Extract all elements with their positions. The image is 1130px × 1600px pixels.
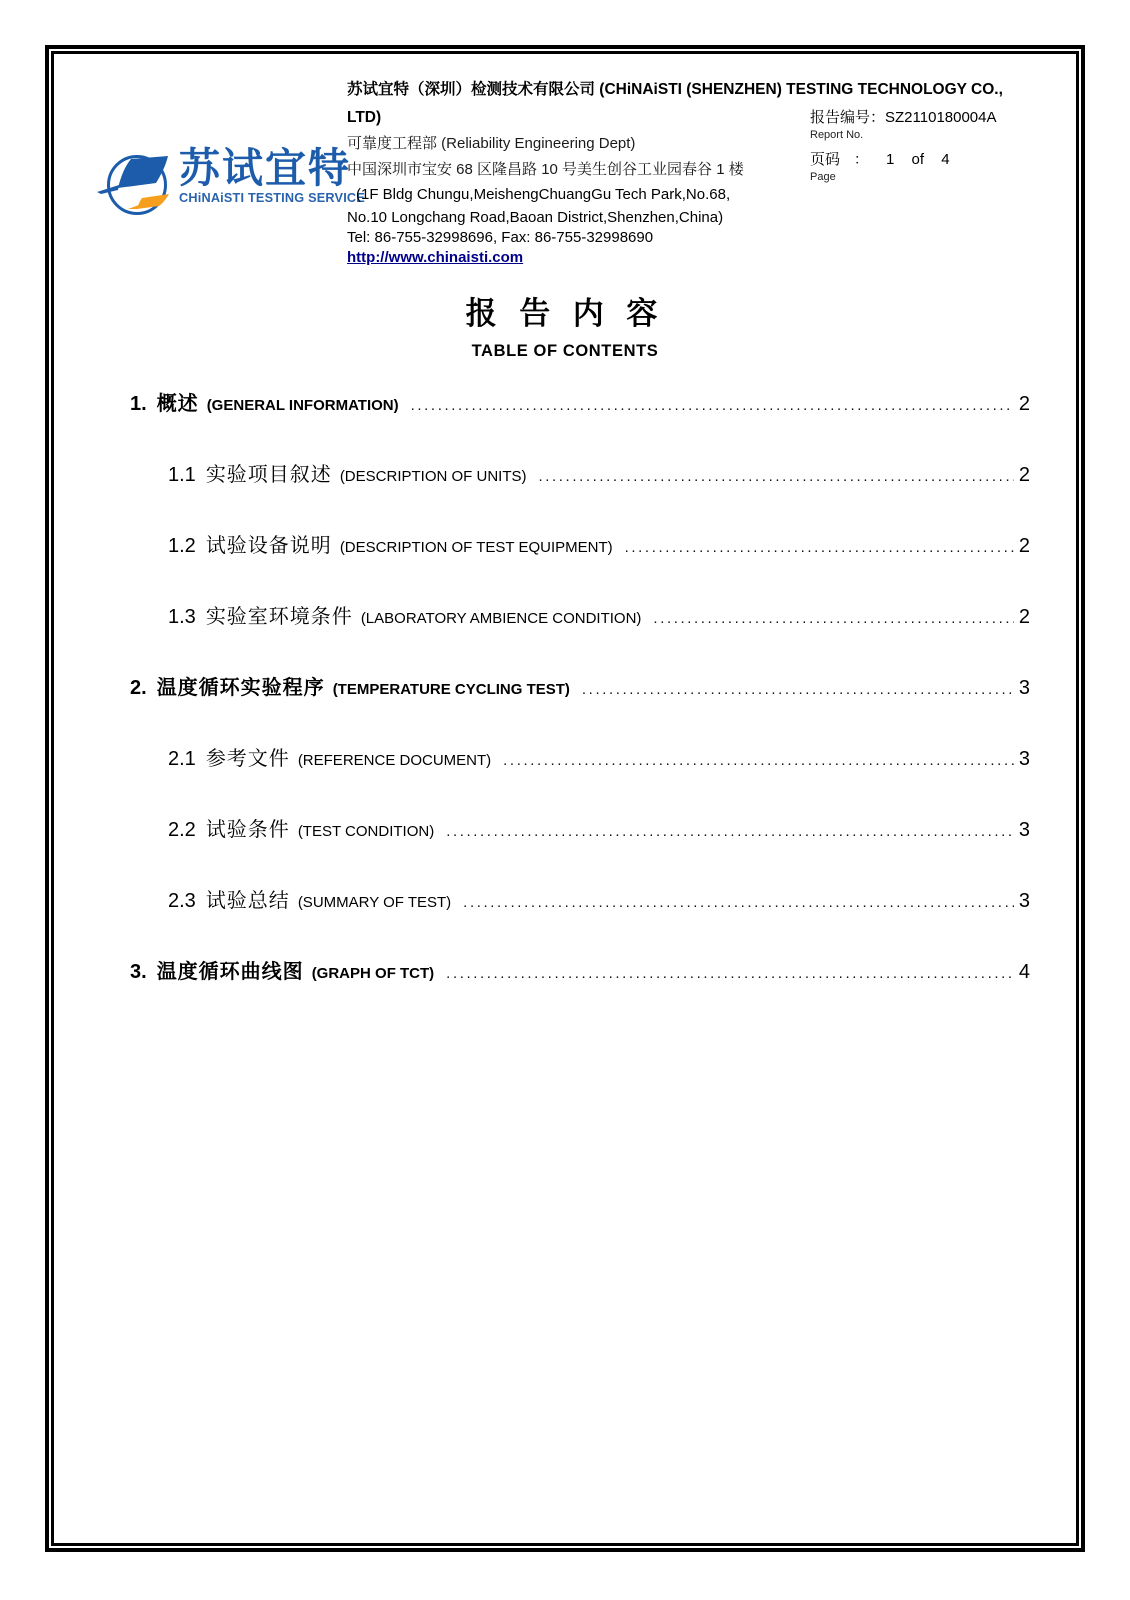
toc-leader-dots (463, 892, 1014, 914)
toc-entry-title-en: (DESCRIPTION OF UNITS) (339, 468, 527, 485)
toc-entry-page-number: 3 (1018, 819, 1030, 841)
address-english-line1: (1F Bldg Chungu,MeishengChuangGu Tech Park,No.68, (356, 186, 731, 203)
toc-entry-title-zh: 试验条件 (205, 819, 290, 841)
website-link[interactable]: http://www.chinaisti.com (347, 249, 524, 266)
brand-name-english: CHiNAiSTI TESTING SERVICE (179, 191, 365, 205)
toc-entry-number: 2.2 (168, 819, 196, 841)
toc-entry (130, 819, 1030, 843)
toc-entry-title-en: (REFERENCE DOCUMENT) (297, 752, 492, 769)
toc-entry (130, 535, 1030, 559)
toc-entry-number: 1.2 (168, 535, 196, 557)
report-no-label-zh: 报告编号： (810, 109, 886, 126)
report-no-label-en: Report No. (810, 129, 864, 141)
title-block (0, 288, 1130, 361)
address-chinese: 中国深圳市宝安 68 区隆昌路 10 号美生创谷工业园春谷 1 楼 (347, 161, 744, 178)
toc-entry-number: 1. (130, 393, 147, 415)
document-title-english: TABLE OF CONTENTS (471, 342, 659, 360)
toc-leader-dots (446, 821, 1014, 843)
department-line: 可靠度工程部 (Reliability Engineering Dept) (347, 135, 636, 152)
toc-entry-page-number: 2 (1018, 535, 1030, 557)
toc-entry (130, 748, 1030, 772)
toc-entry-title-en: (GRAPH OF TCT) (311, 965, 435, 982)
toc-leader-dots (625, 537, 1014, 559)
toc-entry-title-en: (DESCRIPTION OF TEST EQUIPMENT) (339, 539, 613, 556)
page-number-value: 1 of 4 (886, 151, 950, 168)
table-of-contents (130, 393, 1030, 1032)
toc-entry-page-number: 2 (1018, 464, 1030, 486)
toc-entry-number: 2.3 (168, 890, 196, 912)
toc-entry (130, 606, 1030, 630)
toc-entry-title-en: (LABORATORY AMBIENCE CONDITION) (360, 610, 642, 627)
company-name-line2: LTD) (347, 109, 382, 126)
page-label-zh: 页码 (810, 151, 841, 168)
toc-entry (130, 393, 1030, 417)
toc-leader-dots (411, 395, 1014, 417)
toc-entry-page-number: 2 (1018, 393, 1030, 415)
toc-entry-title-zh: 试验设备说明 (205, 535, 332, 557)
toc-entry-title-zh: 温度循环实验程序 (156, 677, 325, 699)
toc-entry-number: 2. (130, 677, 147, 699)
toc-entry-title-en: (TEST CONDITION) (297, 823, 435, 840)
toc-entry-number: 2.1 (168, 748, 196, 770)
chinaisti-logo-mark (95, 143, 183, 228)
toc-entry-title-zh: 概述 (156, 393, 199, 415)
toc-entry-page-number: 3 (1018, 677, 1030, 699)
toc-leader-dots (446, 963, 1014, 985)
toc-entry-number: 3. (130, 961, 147, 983)
toc-entry-title-en: (SUMMARY OF TEST) (297, 894, 452, 911)
document-title-chinese: 报 告 内 容 (465, 296, 665, 331)
toc-entry-number: 1.1 (168, 464, 196, 486)
tel-fax-line: Tel: 86-755-32998696, Fax: 86-755-32998690 (347, 229, 654, 246)
toc-entry-title-zh: 实验室环境条件 (205, 606, 353, 628)
toc-entry (130, 677, 1030, 701)
toc-entry-title-zh: 试验总结 (205, 890, 290, 912)
toc-leader-dots (582, 679, 1014, 701)
toc-entry-title-en: (GENERAL INFORMATION) (206, 397, 399, 414)
page-label-colon: ： (854, 151, 869, 167)
toc-leader-dots (653, 608, 1014, 630)
toc-entry-title-zh: 温度循环曲线图 (156, 961, 304, 983)
toc-entry (130, 464, 1030, 488)
brand-name-chinese: 苏试宜特 (179, 145, 351, 191)
toc-entry-page-number: 3 (1018, 748, 1030, 770)
toc-leader-dots (538, 466, 1014, 488)
toc-entry-page-number: 4 (1018, 961, 1030, 983)
toc-entry-title-en: (TEMPERATURE CYCLING TEST) (332, 681, 570, 698)
toc-entry-page-number: 2 (1018, 606, 1030, 628)
logo-swoosh-icon (95, 143, 183, 223)
report-info-block (810, 106, 1040, 183)
toc-entry (130, 961, 1030, 985)
toc-leader-dots (503, 750, 1014, 772)
toc-entry-page-number: 3 (1018, 890, 1030, 912)
toc-entry-title-zh: 参考文件 (205, 748, 290, 770)
address-english-line2: No.10 Longchang Road,Baoan District,Shenzhen,China) (347, 209, 724, 226)
page-label-en: Page (810, 171, 836, 183)
toc-entry (130, 890, 1030, 914)
toc-entry-title-zh: 实验项目叙述 (205, 464, 332, 486)
report-no-value: SZ2110180004A (885, 109, 997, 126)
logo-wordmark (179, 146, 365, 205)
toc-entry-number: 1.3 (168, 606, 196, 628)
company-name-line1: 苏试宜特（深圳）检测技术有限公司 (CHiNAiSTI (SHENZHEN) TESTING TECHNOLOGY CO., (347, 81, 1003, 98)
